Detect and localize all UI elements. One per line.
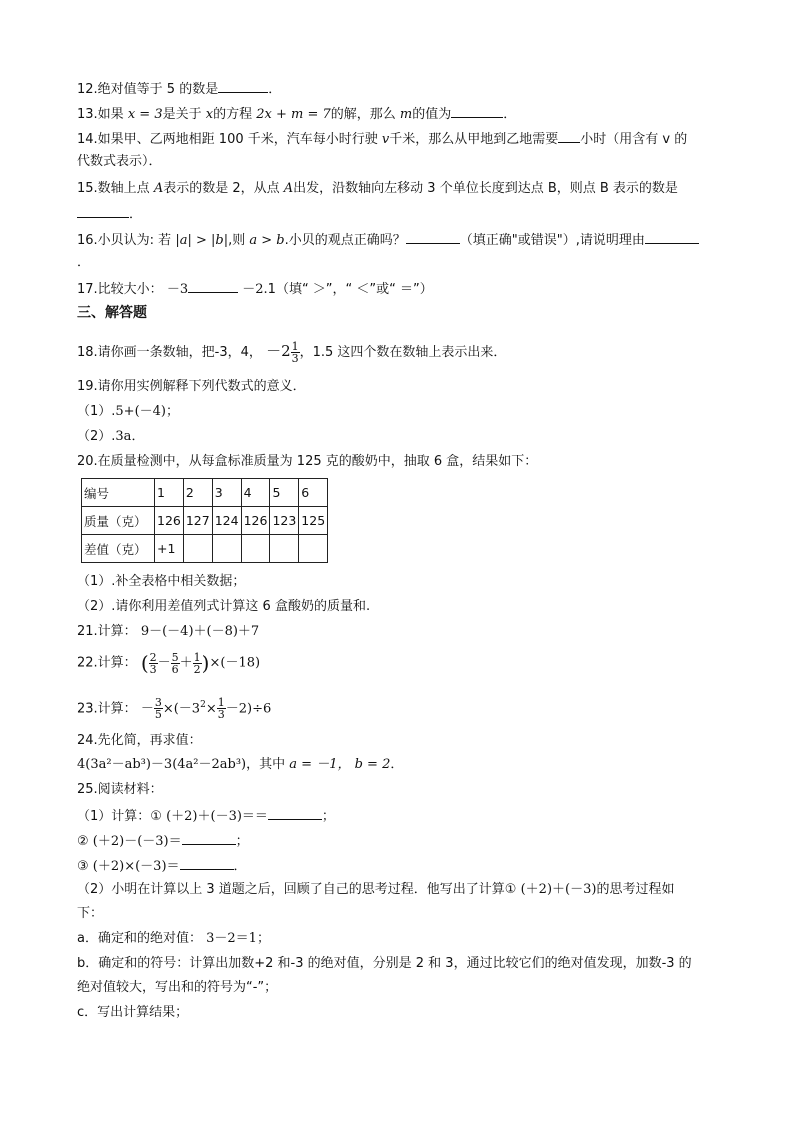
question-15: 15.数轴上点 A表示的数是 2，从点 A出发，沿数轴向左移动 3 个单位长度到达点 B，则点 B 表示的数是 [77, 181, 678, 196]
table-cell[interactable] [212, 535, 241, 563]
table-cell: 123 [270, 507, 299, 535]
step-c: c．写出计算结果； [77, 1005, 189, 1020]
table-cell[interactable] [241, 535, 270, 563]
section-heading: 三、解答题 [77, 305, 147, 321]
question-25-calc-3: ③ (＋2)×(－3)＝ ． [77, 855, 247, 877]
question-16: 16.小贝认为: 若 |a| > |b|,则 a > b.小贝的观点正确吗？ （填正确"或错误"）,请说明理由 [77, 229, 699, 251]
question-19-part1: （1）.5+(－4)； [77, 404, 180, 419]
question-21: 21.计算： 9－(－4)＋(－8)＋7 [77, 624, 260, 639]
row-header-cell: 差值（克） [82, 535, 155, 563]
question-16-line2: ． [77, 255, 91, 270]
answer-blank[interactable] [77, 203, 129, 218]
table-cell: 3 [212, 479, 241, 507]
question-25: 25.阅读材料： [77, 782, 163, 797]
answer-blank[interactable] [188, 278, 238, 293]
table-cell: 126 [155, 507, 184, 535]
table-cell: 6 [299, 479, 328, 507]
question-12: 12.绝对值等于 5 的数是 ． [77, 78, 281, 100]
answer-blank[interactable] [182, 830, 236, 845]
table-row [82, 507, 328, 535]
question-14-line2: 代数式表示）． [77, 154, 162, 169]
question-14: 14.如果甲、乙两地相距 100 千米，汽车每小时行驶 v千米，那么从甲地到乙地需要 小时（用含有 v 的 [77, 128, 687, 150]
table-cell: 127 [183, 507, 212, 535]
question-25-part2-line2: 下： [77, 906, 104, 921]
question-19: 19.请你用实例解释下列代数式的意义． [77, 379, 306, 394]
table-cell: 2 [183, 479, 212, 507]
question-22: 22.计算： ( $\frac{2}{3}$ － $\frac{5}{6}$ ＋ $\frac{1}{2}$ )×(－18) [77, 650, 261, 676]
question-20: 20.在质量检测中，从每盒标准质量为 125 克的酸奶中，抽取 6 盒，结果如下： [77, 454, 538, 469]
table-row [82, 479, 328, 507]
question-24-expression: 4(3a²－ab³)－3(4a²－2ab³)，其中 a = －1， b = 2． [77, 757, 404, 772]
quality-table [81, 478, 328, 563]
answer-blank[interactable] [268, 805, 322, 820]
question-20-part1: （1）.补全表格中相关数据； [77, 574, 246, 589]
question-13: 13.如果 x = 3是关于 x的方程 2x + m = 7的解，那么 m的值为 ． [77, 103, 516, 125]
answer-blank[interactable] [406, 229, 460, 244]
step-b-line2: 绝对值较大，写出和的符号为“-”； [77, 980, 278, 995]
table-row [82, 535, 328, 563]
question-24: 24.先化简，再求值： [77, 733, 202, 748]
row-header-cell: 编号 [82, 479, 155, 507]
question-25-part2: （2）小明在计算以上 3 道题之后，回顾了自己的思考过程．他写出了计算① (＋2)＋(－3)的思考过程如 [77, 882, 675, 897]
table-cell[interactable] [183, 535, 212, 563]
table-cell: 126 [241, 507, 270, 535]
table-cell: 124 [212, 507, 241, 535]
question-18: 18.请你画一条数轴，把-3，4， －2 $\frac{1}{3}$ ，1.5 这四个数在数轴上表示出来． [77, 340, 507, 365]
table-cell: 125 [299, 507, 328, 535]
table-cell[interactable] [299, 535, 328, 563]
question-23: 23.计算： － $\frac{3}{5}$ $\times(-3^2\times$ $\frac{1}{3}$ －2)÷6 [77, 696, 272, 722]
question-15-line2: ． [77, 203, 142, 225]
question-25-calc-1: （1）计算：① (＋2)＋(－3)＝＝ ； [77, 805, 335, 827]
table-cell[interactable] [270, 535, 299, 563]
question-19-part2: （2）.3a． [77, 429, 145, 444]
table-cell: +1 [155, 535, 184, 563]
answer-blank[interactable] [451, 103, 503, 118]
question-25-calc-2: ② (＋2)－(－3)＝ ； [77, 830, 249, 852]
question-17: 17.比较大小： －3 －2.1（填“ ＞”，“ ＜”或“ ＝”） [77, 278, 433, 300]
step-b: b．确定和的符号：计算出加数+2 和-3 的绝对值，分别是 2 和 3，通过比较它们的绝对值发现，加数-3 的 [77, 956, 692, 971]
answer-blank[interactable] [218, 78, 268, 93]
question-20-part2: （2）.请你利用差值列式计算这 6 盒酸奶的质量和. [77, 599, 371, 614]
step-a: a．确定和的绝对值： 3－2＝1； [77, 931, 270, 946]
table-cell: 5 [270, 479, 299, 507]
table-cell: 1 [155, 479, 184, 507]
answer-blank[interactable] [558, 128, 580, 143]
answer-blank[interactable] [180, 855, 234, 870]
table-cell: 4 [241, 479, 270, 507]
row-header-cell: 质量（克） [82, 507, 155, 535]
answer-blank[interactable] [645, 229, 699, 244]
